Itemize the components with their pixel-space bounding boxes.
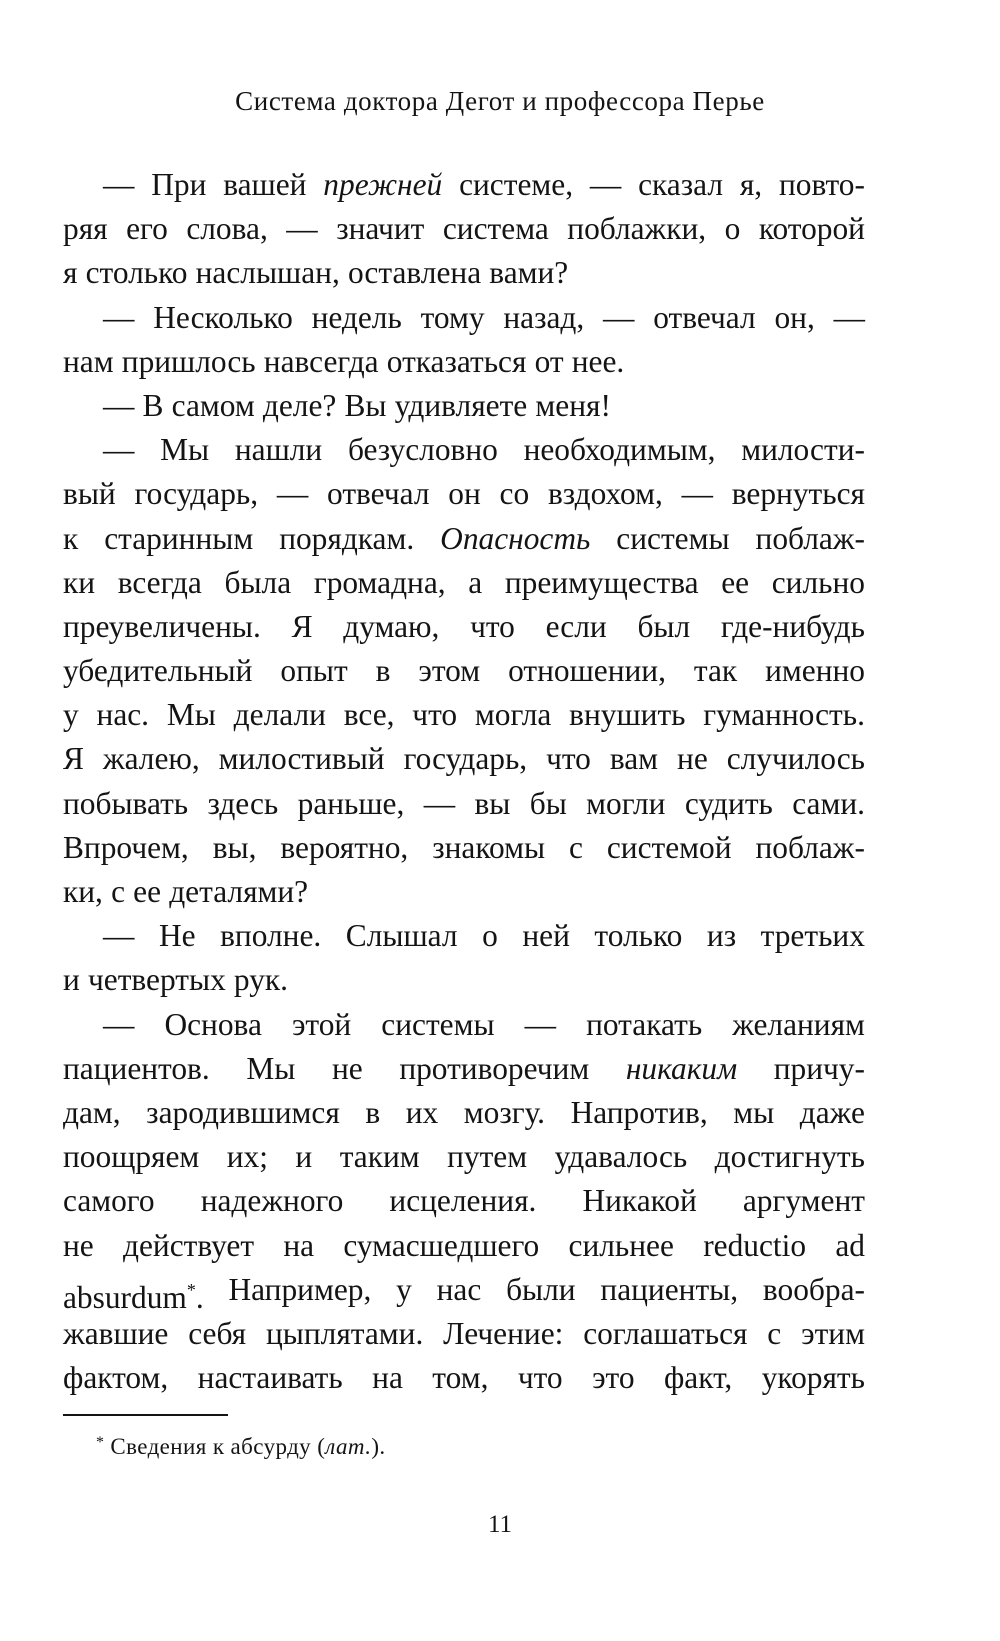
word: самого <box>63 1183 155 1219</box>
word: это <box>592 1360 635 1396</box>
word: так <box>693 653 738 689</box>
word: отношении, <box>508 653 666 689</box>
word: вашей <box>223 167 307 202</box>
word: сильно <box>771 564 865 600</box>
word: в <box>365 1094 381 1130</box>
word: их; <box>226 1139 268 1175</box>
word: государь, <box>403 741 528 777</box>
emphasis-word: прежней <box>323 167 443 202</box>
word: нее. <box>571 343 625 379</box>
word: ки, <box>63 874 103 909</box>
page-number: 11 <box>487 1511 513 1538</box>
word: знакомы <box>432 829 546 865</box>
word: системы <box>616 520 730 556</box>
word: даже <box>799 1094 865 1130</box>
word: с <box>568 829 583 865</box>
word: поблаж- <box>755 829 865 865</box>
word: назад, <box>503 299 585 335</box>
word: — <box>833 299 865 335</box>
word: с <box>767 1315 782 1351</box>
word: сумасшедшего <box>343 1227 540 1263</box>
word: причу- <box>773 1050 865 1086</box>
word: системе, <box>459 167 574 202</box>
word: Вы <box>344 387 387 423</box>
word: Мы <box>166 697 216 733</box>
word: нам <box>63 343 114 379</box>
text-line <box>63 517 865 561</box>
word: случилось <box>726 741 865 777</box>
word: потакать <box>586 1006 703 1042</box>
word: Никакой <box>582 1183 697 1219</box>
word: — <box>589 167 622 202</box>
text-line <box>63 826 865 870</box>
word: желаниям <box>732 1006 865 1042</box>
word: — <box>103 387 135 423</box>
word: порядкам. <box>279 520 415 556</box>
word: и <box>295 1139 313 1175</box>
word: к <box>63 520 79 556</box>
word: думаю, <box>343 608 440 644</box>
footnote-italic: лат. <box>325 1434 372 1459</box>
word: этой <box>291 1006 352 1042</box>
word: Напротив, <box>570 1094 708 1130</box>
footnote-ref: * <box>186 1279 196 1300</box>
word: вы, <box>212 829 257 865</box>
text-line <box>63 1003 865 1047</box>
word: не <box>677 741 708 777</box>
word: если <box>545 608 607 644</box>
word: вы <box>474 785 511 821</box>
word: на <box>372 1360 403 1396</box>
word: . <box>195 1279 204 1315</box>
word: самом <box>171 387 255 423</box>
word: — <box>681 476 713 512</box>
word: пришлось <box>121 343 256 379</box>
body-text <box>63 163 865 1400</box>
word: не <box>331 1050 363 1086</box>
text-line <box>63 693 865 737</box>
word: зародившимся <box>146 1094 340 1130</box>
word: рук. <box>233 962 288 998</box>
word: отвечал <box>327 476 430 512</box>
word: не <box>63 1227 94 1263</box>
word: о <box>482 918 498 954</box>
word: сказал <box>638 167 724 202</box>
word: Я <box>291 608 313 644</box>
word: Слышал <box>345 918 458 954</box>
word: исцеления. <box>389 1183 537 1219</box>
word: жавшие <box>63 1315 169 1351</box>
word: тому <box>420 299 485 335</box>
word: аргумент <box>742 1183 865 1219</box>
word: сильнее <box>568 1227 674 1263</box>
word: вернуться <box>731 476 865 512</box>
word: жалею, <box>102 741 200 777</box>
word: побывать <box>63 785 189 821</box>
text-line <box>63 1268 865 1315</box>
word: Несколько <box>153 299 293 335</box>
emphasis-word: Опасность <box>440 520 591 556</box>
word: его <box>126 211 168 247</box>
text-line <box>63 163 865 207</box>
word: вообра- <box>762 1271 865 1307</box>
word: достигнуть <box>714 1139 865 1175</box>
word: оставлена <box>347 255 482 291</box>
word: — <box>103 167 135 202</box>
word: вздохом, <box>547 476 663 512</box>
word: — <box>103 432 135 468</box>
word: противоречим <box>399 1050 590 1086</box>
text-line <box>63 1091 865 1135</box>
word: сами. <box>792 785 865 821</box>
word: был <box>637 608 691 644</box>
word: только <box>594 918 683 954</box>
word: укорять <box>761 1360 865 1396</box>
word: необходимым, <box>523 432 716 468</box>
word: — <box>103 299 135 335</box>
word: — <box>103 1006 135 1042</box>
word: со <box>499 476 530 512</box>
word: Основа <box>164 1006 262 1042</box>
word: Лечение: <box>443 1315 564 1351</box>
word: вам <box>609 741 659 777</box>
footnote-rule <box>63 1414 228 1416</box>
text-line <box>63 384 865 428</box>
word: с <box>111 874 125 909</box>
word: что <box>546 741 591 777</box>
word: — <box>286 211 318 247</box>
word: все, <box>343 697 395 733</box>
word: наслышан, <box>195 255 340 291</box>
word: пациенты, <box>600 1271 739 1307</box>
word: делали <box>233 697 326 733</box>
word: повто- <box>778 167 865 202</box>
word: где-нибудь <box>720 608 865 644</box>
word: навсегда <box>263 343 379 379</box>
footnote-text: Сведения к абсурду ( <box>110 1434 326 1459</box>
word: была <box>224 564 292 600</box>
word: опыт <box>280 653 348 689</box>
word: деталями? <box>169 874 309 909</box>
word: четвертых <box>87 962 226 998</box>
word: милостивый <box>218 741 385 777</box>
word: ее <box>721 564 750 600</box>
word: — <box>276 476 309 512</box>
text-line <box>63 1179 865 1223</box>
word: вероятно, <box>280 829 409 865</box>
word: безусловно <box>347 432 498 468</box>
word: он, <box>774 299 815 335</box>
word: их <box>405 1094 439 1130</box>
word: система <box>442 211 549 247</box>
text-line <box>63 605 865 649</box>
word: в <box>375 653 391 689</box>
running-head: Система доктора Дегот и профессора Перье <box>235 86 765 116</box>
word: себя <box>188 1315 247 1351</box>
word: фактом, <box>63 1360 169 1396</box>
word: старинным <box>104 520 254 556</box>
word: — <box>603 299 635 335</box>
text-line <box>63 737 865 781</box>
text-line <box>63 1356 865 1400</box>
text-line <box>63 296 865 340</box>
word: ее <box>133 874 162 909</box>
word: удивляете <box>394 387 528 423</box>
word: поощряем <box>63 1139 200 1175</box>
word: убедительный <box>63 653 253 689</box>
word: у <box>396 1271 412 1307</box>
word: здесь <box>207 785 279 821</box>
word: преимущества <box>504 564 699 600</box>
word: системой <box>606 829 732 865</box>
word <box>63 1268 204 1315</box>
text-line <box>63 251 865 295</box>
word: ней <box>522 918 570 954</box>
text-line <box>63 958 865 1002</box>
word: что <box>470 608 515 644</box>
word: я <box>63 255 78 291</box>
word: соглашаться <box>583 1315 748 1351</box>
text-line <box>63 782 865 826</box>
word: недель <box>311 299 402 335</box>
word: — <box>524 1006 557 1042</box>
word: Впрочем, <box>63 829 189 865</box>
word: государь, <box>134 476 259 512</box>
word: поблаж- <box>755 520 865 556</box>
word: он <box>448 476 481 512</box>
word: могли <box>586 785 666 821</box>
text-line <box>63 914 865 958</box>
word: нас. <box>96 697 150 733</box>
word: Например, <box>228 1271 372 1307</box>
word: были <box>506 1271 576 1307</box>
word: Не <box>158 918 196 954</box>
footnote-mark: * <box>96 1434 105 1451</box>
word: на <box>283 1227 315 1263</box>
text-line <box>63 1312 865 1356</box>
text-line <box>63 1047 865 1091</box>
word: цыплятами. <box>265 1315 424 1351</box>
word: этим <box>801 1315 865 1351</box>
word: При <box>151 167 207 202</box>
word: Мы <box>160 432 210 468</box>
word: ad <box>835 1227 865 1263</box>
word: надежного <box>200 1183 344 1219</box>
word: поблажки, <box>567 211 707 247</box>
word: могла <box>474 697 552 733</box>
word: отказаться <box>386 343 527 379</box>
text-line <box>63 1224 865 1268</box>
word: путем <box>447 1139 528 1175</box>
word: мы <box>733 1094 775 1130</box>
word: громадна, <box>313 564 446 600</box>
word: системы <box>381 1006 495 1042</box>
word: значит <box>336 211 425 247</box>
word: В <box>142 387 164 423</box>
word: — <box>423 785 456 821</box>
text-line <box>63 1135 865 1179</box>
word: всегда <box>117 564 202 600</box>
word: вполне. <box>220 918 322 954</box>
text-line <box>63 340 865 384</box>
word: гуманность. <box>703 697 865 733</box>
text-line <box>63 472 865 516</box>
word: — <box>103 918 135 954</box>
word: милости- <box>741 432 865 468</box>
word: Мы <box>246 1050 296 1086</box>
text-line <box>63 561 865 605</box>
word: вый <box>63 476 116 512</box>
word: reductio <box>703 1227 807 1263</box>
word: что <box>412 697 458 733</box>
word: бы <box>529 785 567 821</box>
word: дам, <box>63 1094 121 1130</box>
word: преувеличены. <box>63 608 261 644</box>
word: настаивать <box>197 1360 343 1396</box>
text-line <box>63 870 865 914</box>
word: удавалось <box>554 1139 688 1175</box>
footnote <box>96 1428 386 1462</box>
word: судить <box>684 785 773 821</box>
word: раньше, <box>297 785 405 821</box>
word: ряя <box>63 211 108 247</box>
word: деле? <box>262 387 337 423</box>
text-line <box>63 428 865 472</box>
word-absurdum: absurdum <box>63 1279 187 1315</box>
word: что <box>517 1360 563 1396</box>
word: отвечал <box>653 299 756 335</box>
word: столько <box>85 255 188 291</box>
word: от <box>534 343 564 379</box>
word: третьих <box>760 918 865 954</box>
word: этом <box>418 653 481 689</box>
word: и <box>63 962 80 998</box>
word: я, <box>739 167 763 202</box>
word: ки <box>63 564 96 600</box>
text-line <box>63 649 865 693</box>
word: именно <box>765 653 865 689</box>
word: таким <box>339 1139 420 1175</box>
word: которой <box>758 211 865 247</box>
word: Я <box>63 741 84 777</box>
word: вами? <box>489 255 569 291</box>
word: о <box>724 211 741 247</box>
word: а <box>468 564 483 600</box>
word: нашли <box>234 432 323 468</box>
emphasis-word: никаким <box>625 1050 738 1086</box>
word: действует <box>123 1227 255 1263</box>
footnote-close: ). <box>371 1434 386 1459</box>
word: нас <box>436 1271 482 1307</box>
word: слова, <box>186 211 268 247</box>
word: у <box>63 697 79 733</box>
word: факт, <box>663 1360 733 1396</box>
word: меня! <box>535 387 611 423</box>
word: внушить <box>569 697 686 733</box>
word: том, <box>432 1360 489 1396</box>
text-line <box>63 207 865 251</box>
word: пациентов. <box>63 1050 210 1086</box>
word: из <box>706 918 737 954</box>
word: мозгу. <box>463 1094 546 1130</box>
